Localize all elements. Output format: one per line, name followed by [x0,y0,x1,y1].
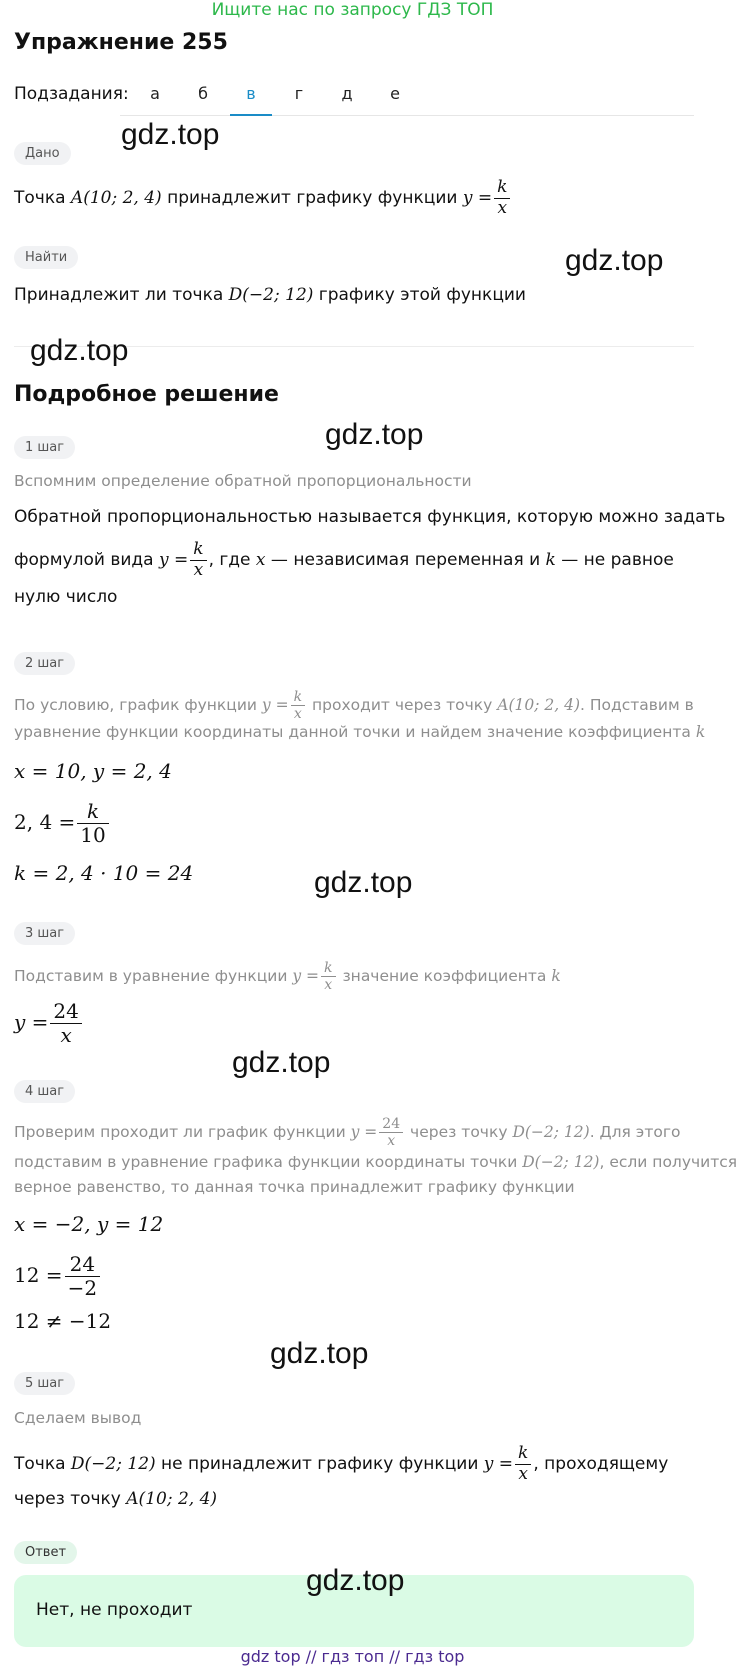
tab-a[interactable]: а [150,84,160,103]
find-text: Принадлежит ли точка D(−2; 12) графику этой функции [14,285,526,305]
watermark: gdz.top [565,244,664,277]
step-4-eq-2: 12 = $\frac{24}{-2}$ [14,1253,102,1300]
step-4-note-1: Проверим проходит ли график функции y = $\frac{24}{x}$ через точку D(−2; 12). Для этого [14,1116,681,1150]
tab-e[interactable]: е [390,84,400,103]
watermark: gdz.top [314,866,413,899]
step-2-eq-3: k = 2, 4 · 10 = 24 [14,861,194,885]
given-pill: Дано [14,142,71,165]
find-pill: Найти [14,246,78,269]
step-2-pill: 2 шаг [14,652,75,675]
step-4-eq-1: x = −2, y = 12 [14,1212,164,1236]
step-5-note: Сделаем вывод [14,1409,142,1427]
page-title: Упражнение 255 [14,30,228,55]
subtasks-label: Подзадания: [14,84,129,104]
tab-v[interactable]: в [246,84,256,103]
step-1-pill: 1 шаг [14,436,75,459]
tab-b[interactable]: б [198,84,208,103]
watermark: gdz.top [121,118,220,151]
watermark: gdz.top [232,1046,331,1079]
footer-links[interactable]: gdz top // гдз топ // гдз top [240,1647,465,1666]
step-3-eq: y = $\frac{24}{x}$ [14,1000,84,1047]
step-5-line-1: Точка D(−2; 12) не принадлежит графику функции y = $\frac{k}{x}$ , проходящему [14,1443,669,1484]
tab-g[interactable]: г [294,84,304,103]
answer-text: Нет, не проходит [36,1600,193,1620]
search-banner: Ищите нас по запросу ГДЗ ТОП [211,0,494,20]
solution-title: Подробное решение [14,382,279,407]
step-1-line-2: формулой вида y = $\frac{k}{x}$ , где x — независимая переменная и k — не равное [14,539,674,580]
watermark: gdz.top [30,334,129,367]
step-4-pill: 4 шаг [14,1080,75,1103]
step-3-note: Подставим в уравнение функции y = $\frac{k}{x}$ значение коэффициента k [14,960,561,994]
active-tab-indicator [230,114,272,116]
step-2-note-2: уравнение функции координаты данной точки и найдем значение коэффициента k [14,723,706,741]
step-2-eq-2: 2, 4 = $\frac{k}{10}$ [14,800,111,847]
step-2-eq-1: x = 10, y = 2, 4 [14,759,172,783]
tabs-divider [120,115,694,116]
step-1-line-3: нулю число [14,587,118,607]
step-4-eq-3: 12 ≠ −12 [14,1309,112,1333]
step-5-line-2: через точку A(10; 2, 4) [14,1489,218,1509]
given-text: Точка A(10; 2, 4) принадлежит графику функции y = $\frac{k}{x}$ [14,178,512,218]
watermark: gdz.top [270,1337,369,1370]
step-2-note-1: По условию, график функции y = $\frac{k}{x}$ проходит через точку A(10; 2, 4). Подставим в [14,689,694,723]
answer-pill: Ответ [14,1541,77,1564]
step-4-note-2: подставим в уравнение графика функции координаты точки D(−2; 12), если получится [14,1153,737,1171]
tab-d[interactable]: д [341,84,353,103]
step-1-note: Вспомним определение обратной пропорциональности [14,472,472,490]
step-5-pill: 5 шаг [14,1372,75,1395]
step-4-note-3: верное равенство, то данная точка принадлежит графику функции [14,1178,575,1196]
step-3-pill: 3 шаг [14,922,75,945]
step-1-line-1: Обратной пропорциональностью называется функция, которую можно задать [14,507,726,527]
watermark: gdz.top [306,1564,405,1597]
watermark: gdz.top [325,418,424,451]
